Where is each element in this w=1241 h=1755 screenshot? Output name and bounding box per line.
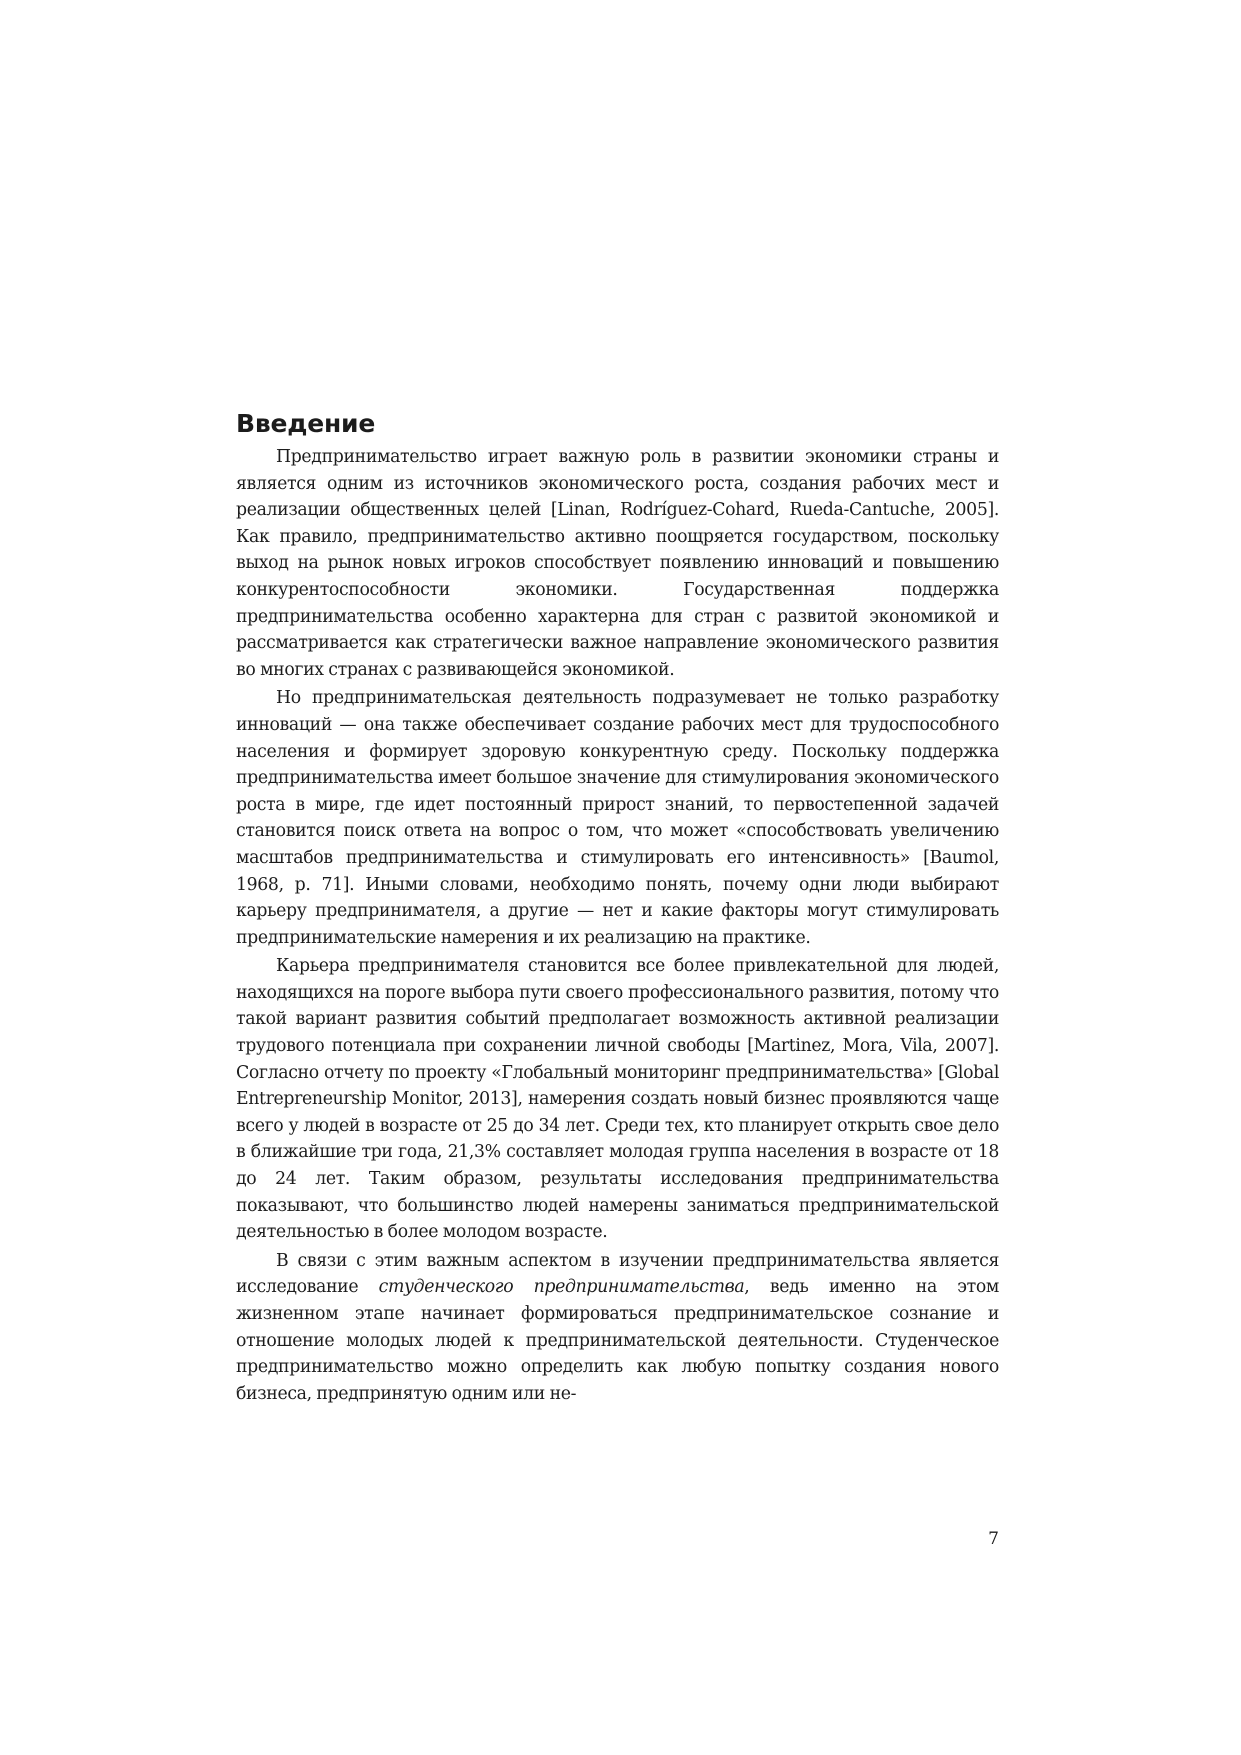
paragraph-2: Но предпринимательская деятельность подразумевает не только разработку инноваций — она также обеспечивает создание рабочих мест для трудоспособного населения и формирует здоровую конкурентную среду. Поскольку поддержка предпринимательства имеет большое значение для стимулирования экономического роста в мире, где идет постоянный прирост знаний, то первостепенной задачей становится поиск ответа на вопрос о том, что может «способствовать увеличению масштабов предпринимательства и стимулировать его интенсивность» [Baumol, 1968, p. 71]. Иными словами, необходимо понять, почему одни люди выбирают карьеру предпринимателя, а другие — нет и какие факторы могут стимулировать предпринимательские намерения и их реализацию на практике.	[236, 688, 999, 948]
paragraph-4-emphasis: студенческого предпринимательства	[378, 1277, 745, 1298]
page-number: 7	[988, 1529, 999, 1549]
paragraph-4	[236, 1248, 999, 1408]
paragraph-4-start: В связи с этим важным аспектом в изучении предпринимательства является исследование	[236, 1250, 999, 1298]
paragraph-4-end: , ведь именно на этом жизненном этапе начинает формироваться предпринимательское сознание и отношение молодых людей к предпринимательской деятельности. Студенческое предпринимательство можно определить как любую попытку создания нового бизнеса, предпринятую одним или не-	[236, 1277, 999, 1404]
paragraph-1: Предпринимательство играет важную роль в развитии экономики страны и является одним из источников экономического роста, создания рабочих мест и реализации общественных целей [Linan, Rodríguez-Cohard, Rueda-Cantuche, 2005]. Как правило, предпринимательство активно поощряется государством, поскольку выход на рынок новых игроков способствует появлению инноваций и повышению конкурентоспособности экономики. Государственная поддержка предпринимательства особенно характерна для стран с развитой экономикой и рассматривается как стратегически важное направление экономического развития во многих странах с развивающейся экономикой.	[236, 447, 999, 680]
section-heading: Введение	[236, 409, 376, 438]
page-text-block	[236, 406, 999, 1409]
paragraph-3: Карьера предпринимателя становится все более привлекательной для людей, находящихся на пороге выбора пути своего профессионального развития, потому что такой вариант развития событий предполагает возможность активной реализации трудового потенциала при сохранении личной свободы [Martinez, Mora, Vila, 2007]. Согласно отчету по проекту «Глобальный мониторинг предпринимательства» [Global Entrepreneurship Monitor, 2013], намерения создать новый бизнес проявляются чаще всего у людей в возрасте от 25 до 34 лет. Среди тех, кто планирует открыть свое дело в ближайшие три года, 21,3% составляет молодая группа населения в возрасте от 18 до 24 лет. Таким образом, результаты исследования предпринимательства показывают, что большинство людей намерены заниматься предпринимательской деятельностью в более молодом возрасте.	[236, 956, 999, 1243]
